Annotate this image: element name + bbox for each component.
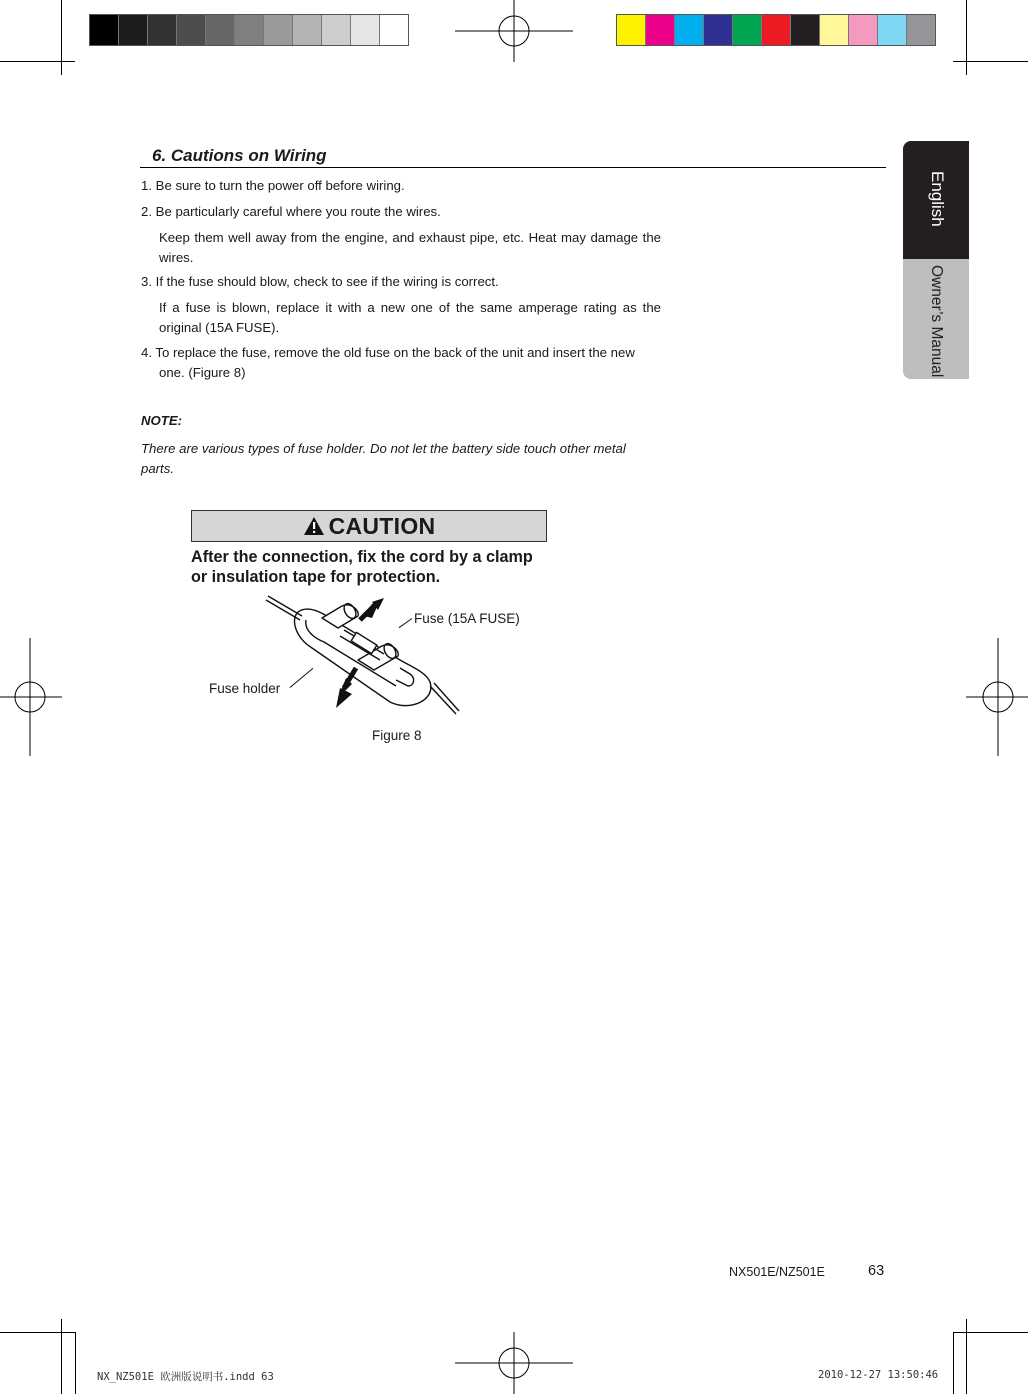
print-slug-file: NX_NZ501E 欧洲版说明书.indd 63 [97, 1371, 274, 1383]
heading-rule [140, 167, 886, 168]
note-title: NOTE: [141, 413, 183, 428]
color-swatch [293, 15, 322, 45]
color-swatch [351, 15, 380, 45]
model-number: NX501E/NZ501E [729, 1265, 825, 1279]
color-swatch [90, 15, 119, 45]
color-swatch [119, 15, 148, 45]
crop-mark [953, 1332, 954, 1394]
manual-tab-label: Owner’s Manual [928, 265, 945, 378]
color-swatch [878, 15, 907, 45]
crop-mark [966, 0, 967, 75]
list-item: 3. If the fuse should blow, check to see if the wiring is correct. [141, 274, 499, 289]
fuse-label: Fuse (15A FUSE) [414, 611, 520, 626]
crop-mark [75, 1332, 76, 1394]
page-title: 6. Cautions on Wiring [152, 146, 327, 165]
crop-mark [953, 61, 1028, 62]
manual-tab [903, 259, 969, 379]
color-swatch [380, 15, 408, 45]
color-swatch [322, 15, 351, 45]
list-item: 1. Be sure to turn the power off before wiring. [141, 178, 405, 193]
crop-mark [966, 1319, 967, 1394]
color-swatch [704, 15, 733, 45]
registration-mark-icon [0, 638, 62, 756]
language-tab-label: English [928, 171, 947, 227]
list-item: 4. To replace the fuse, remove the old fuse on the back of the unit and insert the new one. (Figure 8) [141, 345, 635, 380]
caution-banner [191, 510, 547, 542]
warning-triangle-icon [303, 516, 325, 536]
color-swatch [235, 15, 264, 45]
color-swatch [646, 15, 675, 45]
page-number: 63 [868, 1263, 885, 1279]
print-slug-timestamp: 2010-12-27 13:50:46 [818, 1369, 939, 1381]
process-color-bar [616, 14, 936, 46]
color-swatch [264, 15, 293, 45]
color-swatch [675, 15, 704, 45]
note-text: There are various types of fuse holder. Do not let the battery side touch other metal parts. [141, 441, 626, 476]
registration-mark-icon [455, 1332, 573, 1394]
list-item: 2. Be particularly careful where you route the wires. [141, 204, 441, 219]
color-swatch [733, 15, 762, 45]
crop-mark [61, 0, 62, 75]
list-item-detail: If a fuse is blown, replace it with a new one of the same amperage rating as the original (15A FUSE). [159, 300, 661, 335]
color-swatch [849, 15, 878, 45]
grayscale-color-bar [89, 14, 409, 46]
color-swatch [148, 15, 177, 45]
color-swatch [762, 15, 791, 45]
crop-mark [0, 1332, 75, 1333]
caution-label: CAUTION [328, 512, 436, 539]
color-swatch [177, 15, 206, 45]
registration-mark-icon [455, 0, 573, 62]
caution-text: After the connection, fix the cord by a clamp or insulation tape for protection. [191, 548, 533, 586]
language-tab [903, 141, 969, 259]
color-swatch [617, 15, 646, 45]
crop-mark [0, 61, 75, 62]
color-swatch [907, 15, 935, 45]
color-swatch [820, 15, 849, 45]
fuse-holder-illustration [260, 590, 470, 720]
crop-mark [61, 1319, 62, 1394]
registration-mark-icon [966, 638, 1028, 756]
list-item-detail: Keep them well away from the engine, and exhaust pipe, etc. Heat may damage the wires. [159, 230, 661, 265]
figure-caption: Figure 8 [372, 728, 422, 743]
color-swatch [206, 15, 235, 45]
color-swatch [791, 15, 820, 45]
holder-label: Fuse holder [209, 681, 281, 696]
crop-mark [953, 1332, 1028, 1333]
